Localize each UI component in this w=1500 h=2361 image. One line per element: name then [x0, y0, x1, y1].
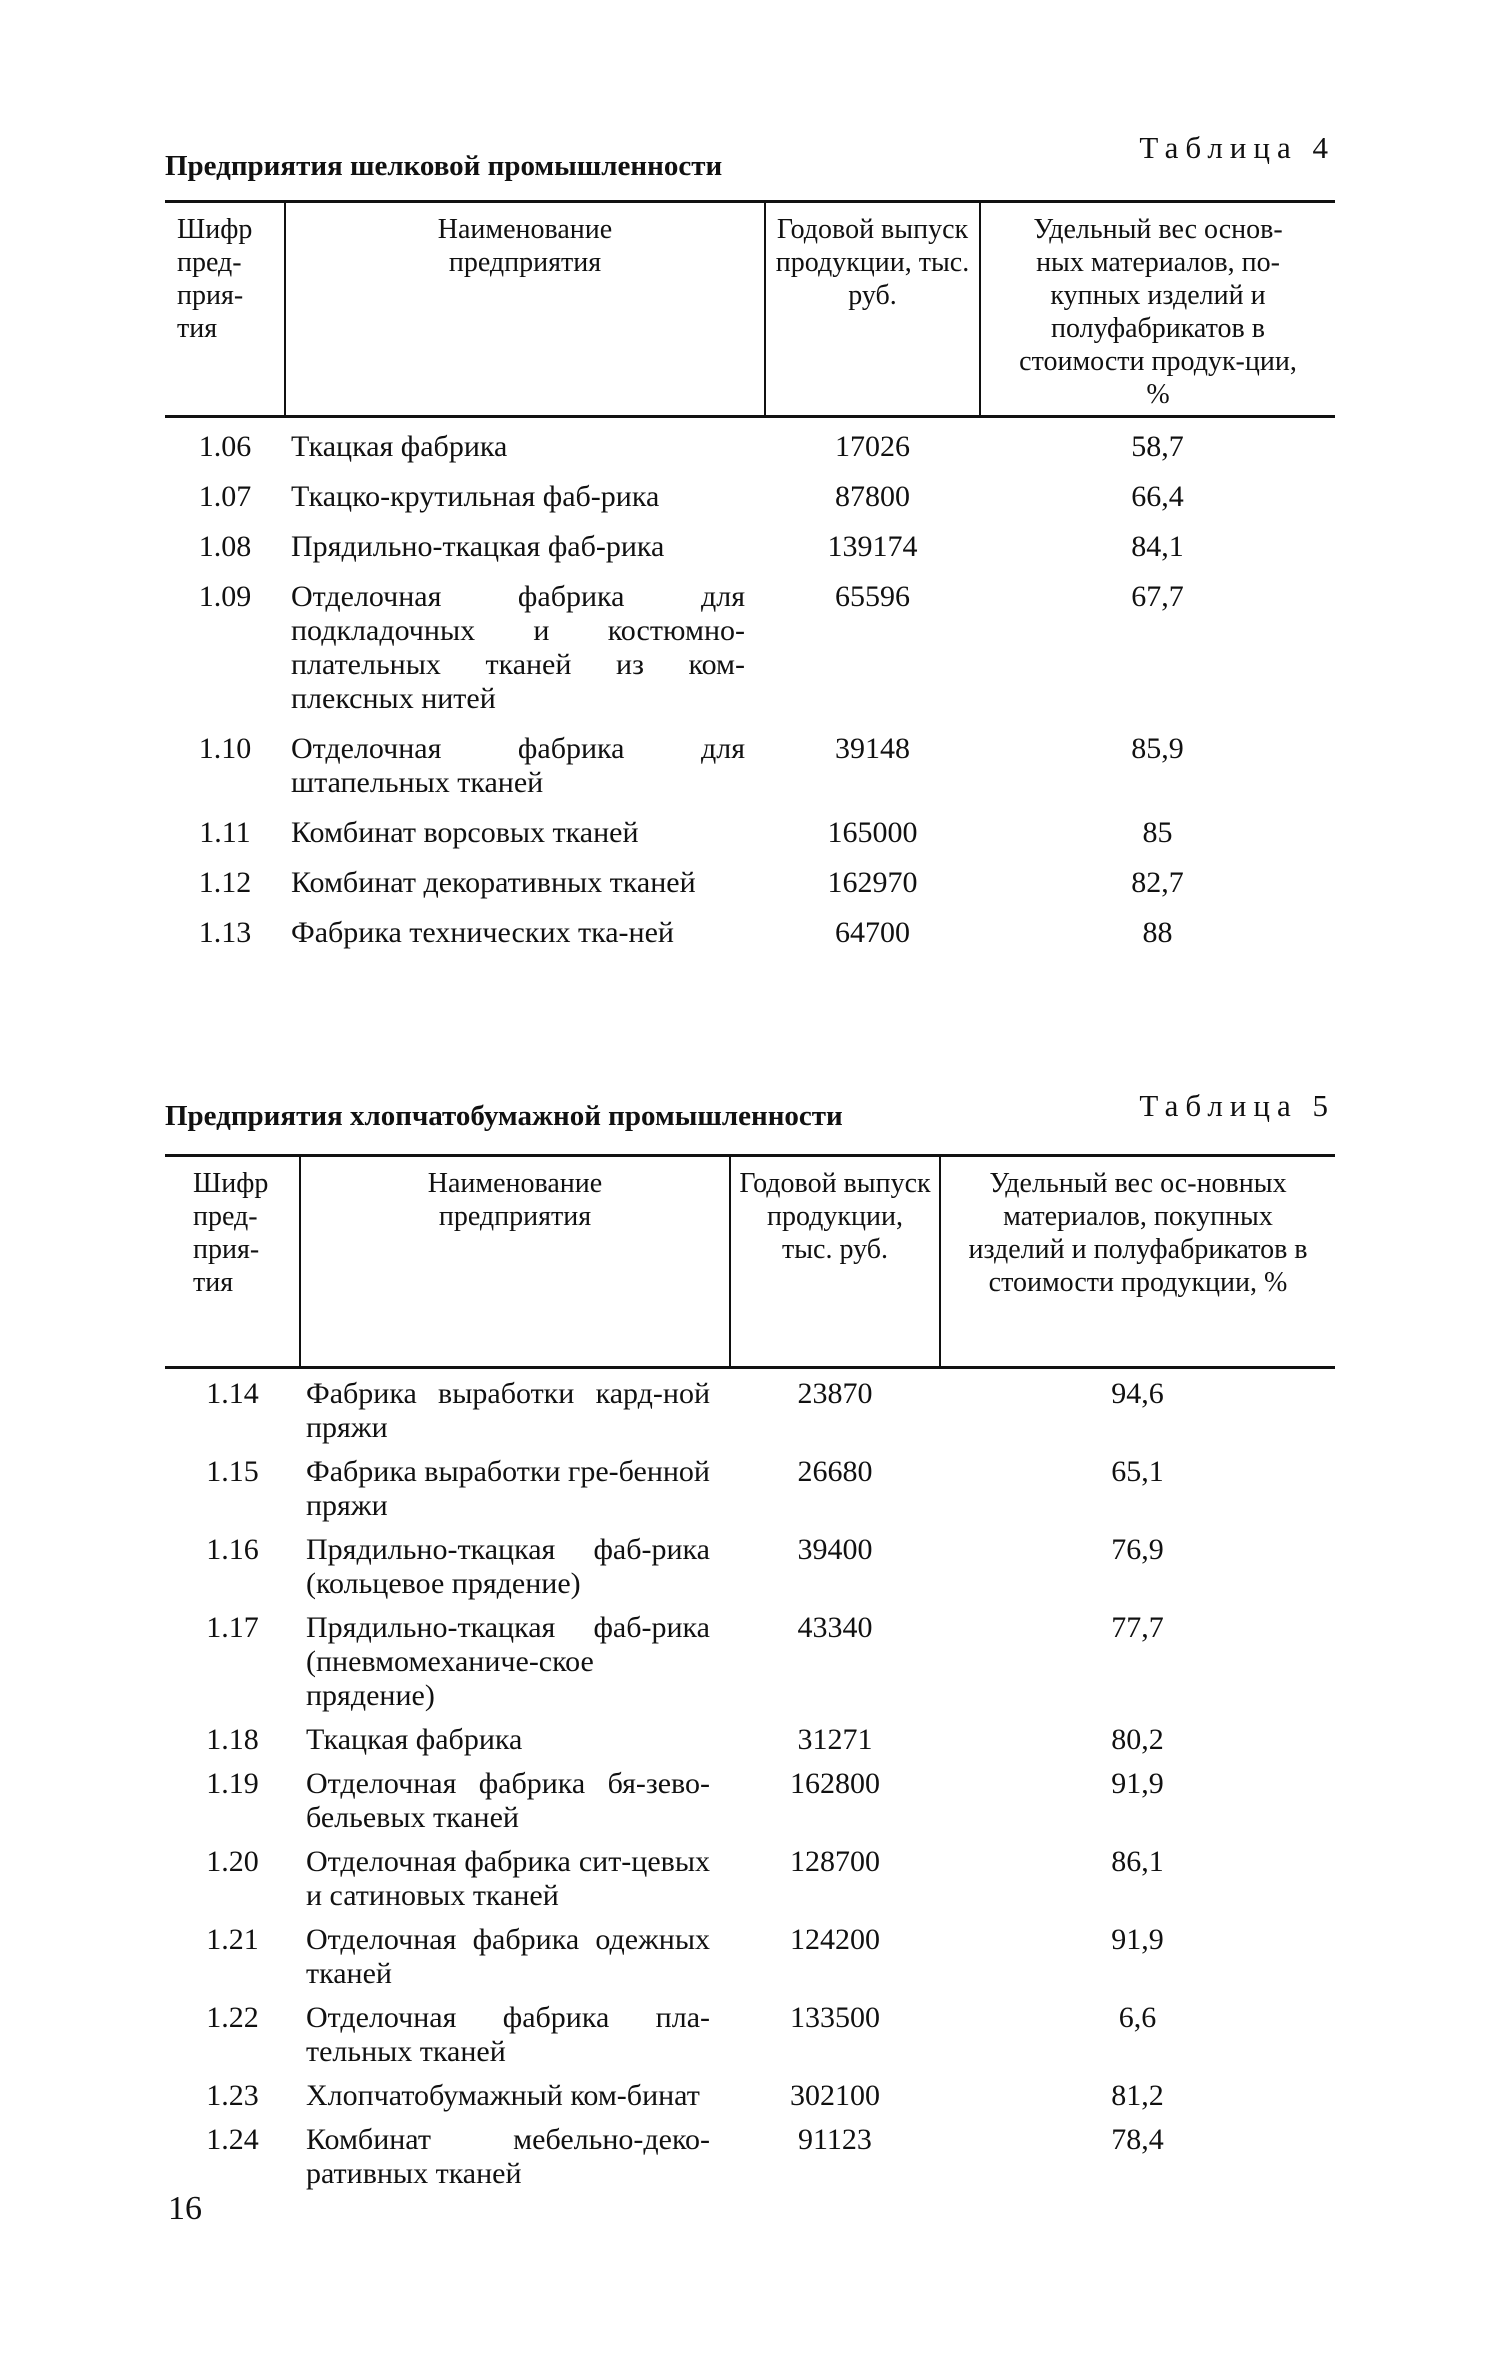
row-output: 87800: [835, 480, 910, 513]
row-output: 128700: [790, 1845, 880, 1878]
table-row: [165, 480, 1335, 530]
row-code: 1.13: [198, 916, 252, 949]
row-share: 86,1: [1111, 1845, 1164, 1878]
table4-body: [165, 417, 1335, 967]
row-code: 1.19: [206, 1767, 259, 1800]
row-output: 133500: [790, 2001, 880, 2034]
row-code: 1.08: [198, 530, 252, 563]
table-row: [165, 580, 1335, 732]
row-code: 1.15: [206, 1455, 259, 1488]
row-share: 91,9: [1111, 1923, 1164, 1956]
row-share: 80,2: [1111, 1723, 1164, 1756]
row-name: Прядильно-ткацкая фаб-рика (пневмомеханиче-ское прядение): [306, 1611, 710, 1712]
row-name: Прядильно-ткацкая фаб-рика (кольцевое прядение): [306, 1533, 710, 1600]
row-name: Отделочная фабрика пла-тельных тканей: [306, 2001, 710, 2068]
table-row: [165, 2079, 1335, 2123]
row-code: 1.07: [198, 480, 252, 513]
table-row: [165, 1723, 1335, 1767]
row-share: 88: [1142, 916, 1173, 949]
row-output: 64700: [835, 916, 910, 949]
row-share: 85: [1142, 816, 1173, 849]
row-share: 58,7: [1131, 430, 1184, 463]
row-name: Отделочная фабрика сит-цевых и сатиновых тканей: [306, 1845, 710, 1912]
row-code: 1.23: [206, 2079, 259, 2112]
table4-header-code: Шифр пред-прия-тия: [177, 214, 253, 344]
row-name: Фабрика выработки гре-бенной пряжи: [306, 1455, 710, 1522]
row-code: 1.06: [198, 430, 252, 463]
table-row: [165, 1533, 1335, 1611]
table4-header-name: Наименование предприятия: [285, 202, 765, 417]
row-code: 1.12: [198, 866, 252, 899]
row-name: Хлопчатобумажный ком-бинат: [306, 2079, 700, 2112]
page-number: 16: [168, 2190, 202, 2227]
row-name: Ткацкая фабрика: [306, 1723, 523, 1756]
table4-caption: Предприятия шелковой промышленности: [165, 150, 723, 182]
table-row: [165, 2123, 1335, 2201]
row-output: 39400: [797, 1533, 873, 1566]
row-share: 77,7: [1111, 1611, 1164, 1644]
table-row: [165, 1923, 1335, 2001]
table-row: [165, 866, 1335, 916]
table-row: [165, 1767, 1335, 1845]
row-code: 1.14: [206, 1377, 259, 1410]
table4: [165, 200, 1335, 966]
row-output: 17026: [835, 430, 910, 463]
table4-label: Таблица 4: [1139, 130, 1335, 165]
row-name: Комбинат декоративных тканей: [291, 866, 696, 899]
row-name: Ткацко-крутильная фаб-рика: [291, 480, 660, 513]
row-share: 67,7: [1131, 580, 1184, 613]
row-output: 91123: [798, 2123, 872, 2156]
row-output: 162800: [790, 1767, 880, 1800]
row-code: 1.17: [206, 1611, 259, 1644]
row-output: 302100: [790, 2079, 880, 2112]
row-output: 31271: [797, 1723, 873, 1756]
table-row: [165, 2001, 1335, 2079]
row-code: 1.11: [199, 816, 251, 849]
row-share: 84,1: [1131, 530, 1184, 563]
table-row: [165, 1611, 1335, 1723]
table-row: [165, 816, 1335, 866]
row-name: Прядильно-ткацкая фаб-рика: [291, 530, 665, 563]
row-output: 124200: [790, 1923, 880, 1956]
table4-header-row: [165, 202, 1335, 417]
table5-header-code: Шифр пред-прия-тия: [193, 1168, 269, 1298]
row-code: 1.20: [206, 1845, 259, 1878]
row-share: 94,6: [1111, 1377, 1164, 1410]
row-output: 65596: [835, 580, 910, 613]
row-output: 23870: [797, 1377, 873, 1410]
row-code: 1.21: [206, 1923, 259, 1956]
row-name: Отделочная фабрика одежных тканей: [306, 1923, 710, 1990]
row-output: 139174: [827, 530, 918, 563]
row-share: 82,7: [1131, 866, 1184, 899]
row-code: 1.09: [198, 580, 252, 613]
row-code: 1.22: [206, 2001, 259, 2034]
table4-header-output: Годовой выпуск продукции, тыс. руб.: [765, 202, 980, 417]
table-row: [165, 1368, 1335, 1456]
table-row: [165, 732, 1335, 816]
row-share: 76,9: [1111, 1533, 1164, 1566]
row-code: 1.18: [206, 1723, 259, 1756]
row-share: 91,9: [1111, 1767, 1164, 1800]
row-name: Ткацкая фабрика: [291, 430, 508, 463]
table-row: [165, 1455, 1335, 1533]
row-name: Фабрика выработки кард-ной пряжи: [306, 1377, 710, 1444]
row-code: 1.16: [206, 1533, 259, 1566]
row-name: Отделочная фабрика для подкладочных и костюмно-плательных тканей из ком-плексных нитей: [291, 580, 745, 715]
table5-label: Таблица 5: [1139, 1088, 1335, 1123]
table-row: [165, 417, 1335, 481]
table5-header-share: Удельный вес ос-новных материалов, покупных изделий и полуфабрикатов в стоимости продукции, %: [940, 1156, 1335, 1368]
row-code: 1.10: [198, 732, 252, 765]
table5-header-name: Наименование предприятия: [300, 1156, 730, 1368]
row-code: 1.24: [206, 2123, 259, 2156]
row-share: 78,4: [1111, 2123, 1164, 2156]
row-name: Фабрика технических тка-ней: [291, 916, 674, 949]
row-output: 39148: [835, 732, 910, 765]
row-output: 26680: [797, 1455, 873, 1488]
table4-header-share: Удельный вес основ-ных материалов, по-купных изделий и полуфабрикатов в стоимости продук-ции, %: [980, 202, 1335, 417]
row-output: 162970: [827, 866, 918, 899]
table-row: [165, 1845, 1335, 1923]
row-share: 65,1: [1111, 1455, 1164, 1488]
table5-header-row: [165, 1156, 1335, 1368]
table5-header-output: Годовой выпуск продукции, тыс. руб.: [730, 1156, 940, 1368]
row-share: 66,4: [1131, 480, 1184, 513]
table-row: [165, 530, 1335, 580]
row-name: Отделочная фабрика бя-зево-бельевых тканей: [306, 1767, 710, 1834]
table5-caption: Предприятия хлопчатобумажной промышленности: [165, 1100, 843, 1132]
table-row: [165, 916, 1335, 966]
table5-body: [165, 1368, 1335, 2202]
row-share: 85,9: [1131, 732, 1184, 765]
row-name: Отделочная фабрика для штапельных тканей: [291, 732, 745, 799]
row-name: Комбинат ворсовых тканей: [291, 816, 639, 849]
table5: [165, 1154, 1335, 2201]
row-share: 6,6: [1118, 2001, 1157, 2034]
row-name: Комбинат мебельно-деко-ративных тканей: [306, 2123, 710, 2190]
row-output: 43340: [797, 1611, 873, 1644]
row-share: 81,2: [1111, 2079, 1164, 2112]
row-output: 165000: [827, 816, 918, 849]
